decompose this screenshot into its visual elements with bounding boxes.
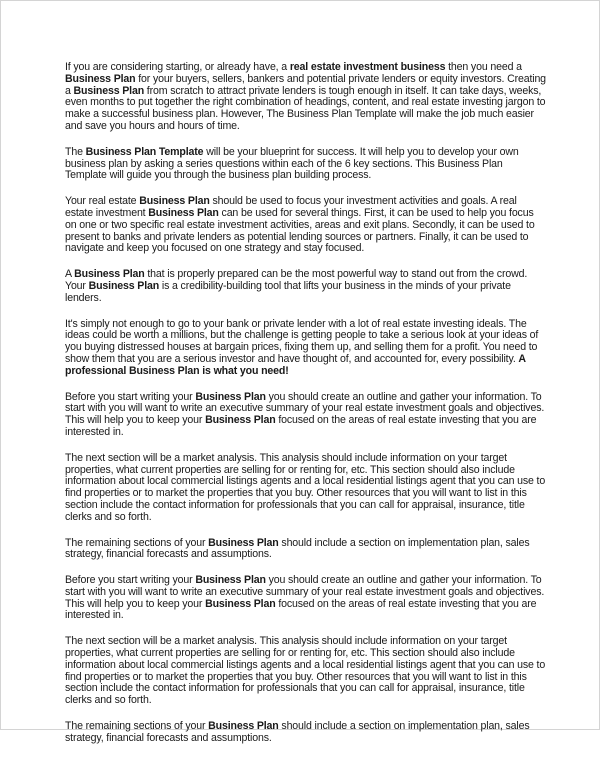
bold-text: Business Plan bbox=[208, 720, 279, 733]
body-text: that is properly prepared can be the most powerful way to stand out from the crowd. Your bbox=[65, 268, 528, 292]
body-text: will be your blueprint for success. It will help you to develop your own business plan by asking a series questions within each of the 6 key sections. This Business Plan Template will guide you through the business plan building process. bbox=[65, 145, 519, 182]
bold-text: Business Plan bbox=[208, 536, 279, 549]
body-text: can be used for several things. First, it can be used to help you focus on one or two specific real estate investment activities, areas and exit plans. Secondly, it can be used to present to banks and private lenders as potential lending sources or partners. Finally, it can be used to navigate and keep you focused on one strategy and stay focused. bbox=[65, 206, 535, 255]
bold-text: Business Plan bbox=[139, 195, 210, 208]
bold-text: A professional Business Plan is what you need! bbox=[65, 352, 526, 377]
body-text: for your buyers, sellers, bankers and potential private lenders or equity investors. Creating a bbox=[65, 72, 546, 97]
bold-text: Business Plan bbox=[88, 279, 160, 292]
remaining-sections-paragraph bbox=[65, 538, 547, 562]
body-text: Your real estate bbox=[65, 195, 140, 208]
body-text: should include a section on implementation plan, sales strategy, financial forecasts and assumptions. bbox=[65, 536, 530, 561]
body-text: The next section will be a market analysis. This analysis should include information on your target properties, what current properties are selling for or renting for, etc. This section should also include information about local commercial listings agents and a local residential listings agent that you can use to find properties or to market the properties that you buy. Other resources that you will want to list in this section include the contact information for professionals that you can call for appraisal, insurance, title clerks and so forth. bbox=[65, 451, 546, 523]
bold-text: Business Plan bbox=[205, 414, 276, 427]
bold-text: Business Plan bbox=[195, 574, 266, 587]
bold-text: Business Plan bbox=[65, 72, 136, 85]
market-analysis-paragraph-repeat bbox=[65, 636, 547, 707]
body-text: focused on the areas of real estate investing that you are interested in. bbox=[65, 597, 537, 622]
body-text: you should create an outline and gather your information. To start with you will want to write an executive summary of your real estate investment goals and objectives. This will help you to keep your bbox=[65, 390, 545, 427]
outline-paragraph bbox=[65, 392, 547, 439]
body-text: If you are considering starting, or already have, a bbox=[65, 61, 290, 73]
outline-paragraph-repeat bbox=[65, 575, 547, 622]
bold-text: Business Plan bbox=[205, 597, 276, 610]
body-text: should include a section on implementation plan, sales strategy, financial forecasts and assumptions. bbox=[65, 720, 530, 744]
body-text: is a credibility-building tool that lifts your business in the minds of your private lenders. bbox=[65, 279, 511, 304]
stand-out-paragraph bbox=[65, 269, 547, 304]
body-text: Before you start writing your bbox=[65, 390, 196, 403]
body-text: A bbox=[65, 268, 75, 281]
bold-text: Business Plan Template bbox=[85, 145, 204, 158]
market-analysis-paragraph bbox=[65, 453, 547, 524]
body-text: The bbox=[65, 145, 86, 158]
intro-paragraph bbox=[65, 62, 547, 133]
remaining-sections-paragraph-repeat bbox=[65, 721, 547, 745]
focus-paragraph bbox=[65, 196, 547, 255]
body-text: The remaining sections of your bbox=[65, 720, 209, 733]
bold-text: Business Plan bbox=[74, 268, 145, 281]
bold-text: Business Plan bbox=[195, 390, 266, 403]
body-text: you should create an outline and gather your information. To start with you will want to write an executive summary of your real estate investment goals and objectives. This will help you to keep your bbox=[65, 574, 545, 610]
body-text: should be used to focus your investment activities and goals. A real estate investment bbox=[65, 195, 517, 219]
bold-text: Business Plan bbox=[73, 84, 145, 97]
body-text: focused on the areas of real estate investing that you are interested in. bbox=[65, 414, 537, 438]
body-text: It's simply not enough to go to your bank or private lender with a lot of real estate investing ideals. The ideas could be worth a millions, but the challenge is getting people to take a serious look at your ideas of you buying distressed houses at bargain prices, fixing them up, and selling them for a profit. You need to show them that you are a serious investor and have thought of, and accounted for, every possibility. bbox=[65, 317, 539, 365]
body-text: The remaining sections of your bbox=[65, 536, 209, 549]
body-text: The next section will be a market analysis. This analysis should include information on your target properties, what current properties are selling for or renting for, etc. This section should also include information about local commercial listings agents and a local residential listings agent that you can use to find properties or to market the properties that you buy. Other resources that you will want to list in this section include the contact information for professionals that you can call for appraisal, insurance, title clerks and so forth. bbox=[65, 635, 546, 707]
bold-text: real estate investment business bbox=[289, 61, 446, 73]
bold-text: Business Plan bbox=[148, 206, 219, 219]
document-body bbox=[65, 62, 547, 759]
body-text: Before you start writing your bbox=[65, 574, 196, 587]
lender-paragraph bbox=[65, 319, 547, 378]
body-text: then you need a bbox=[445, 61, 522, 73]
template-paragraph bbox=[65, 147, 547, 182]
body-text: from scratch to attract private lenders is tough enough in itself. It can take days, weeks, even months to put together the right combination of headings, content, and real estate investing jargon to make a successful business plan. However, The Business Plan Template will make the job much easier and save you hours and hours of time. bbox=[65, 84, 546, 132]
